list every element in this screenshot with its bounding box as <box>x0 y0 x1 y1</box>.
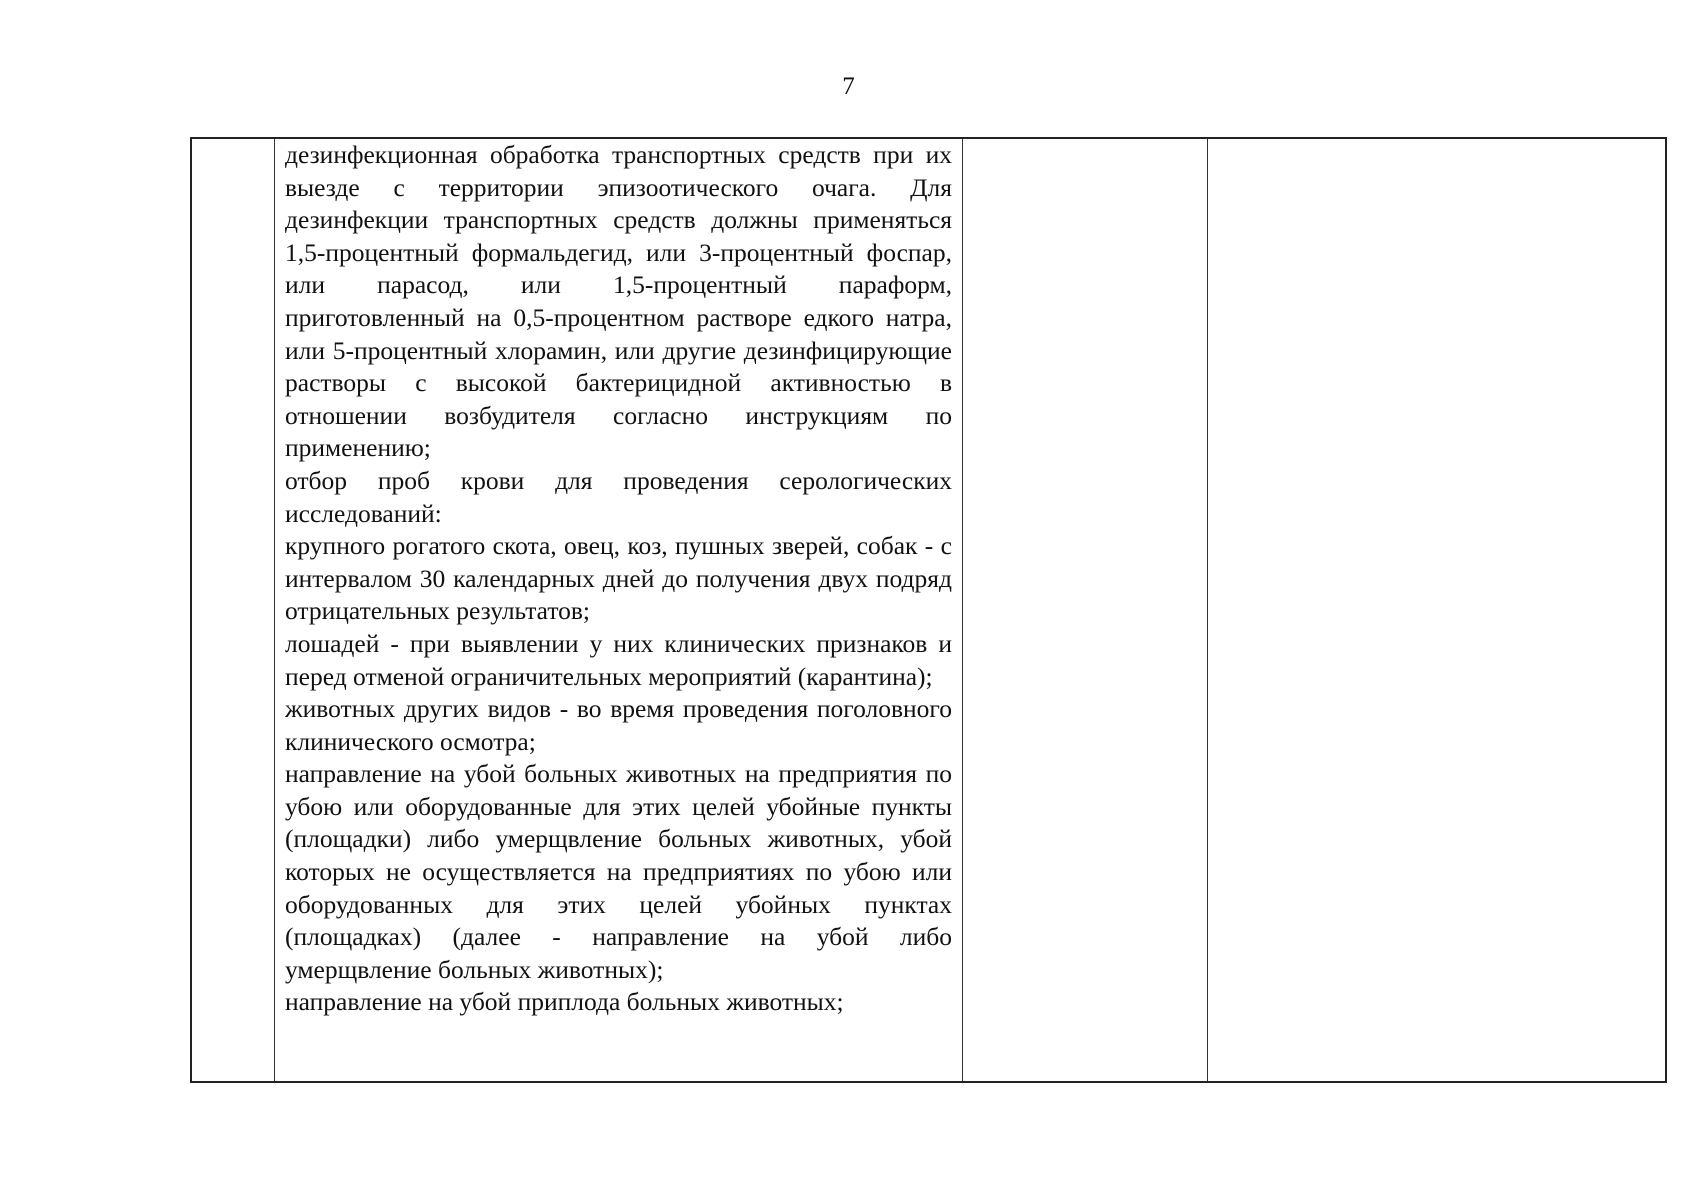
column-divider-1 <box>274 139 275 1081</box>
paragraph-slaughter-offspring: направление на убой приплода больных животных; <box>285 987 844 1017</box>
measures-table <box>190 137 1667 1083</box>
paragraph-slaughter-sick-animals: направление на убой больных животных на предприятия по убою или оборудованные для этих целей убойные пункты (площадки) либо умерщвление больных животных, убой которых не осуществляется на предприятиях по убою или оборудованных для этих целей убойных пунктах (площадках) (далее - направление на убой либо умерщвление больных животных); <box>285 759 952 984</box>
paragraph-cattle-sheep-goats: крупного рогатого скота, овец, коз, пушных зверей, собак - с интервалом 30 календарных дней до получения двух подряд отрицательных результатов; <box>285 531 952 626</box>
paragraph-vehicle-disinfection: дезинфекционная обработка транспортных средств при их выезде с территории эпизоотического очага. Для дезинфекции транспортных средств должны применяться 1,5-процентный формальдегид, или 3-процентный фоспар, или парасод, или 1,5-процентный параформ, приготовленный на 0,5-процентном растворе едкого натра, или 5-процентный хлорамин, или другие дезинфицирующие растворы с высокой бактерицидной активностью в отношении возбудителя согласно инструкциям по применению; <box>285 140 952 463</box>
measures-content-cell <box>285 139 952 1019</box>
page-number: 7 <box>842 73 855 100</box>
paragraph-other-animals: животных других видов - во время проведения поголовного клинического осмотра; <box>285 694 952 756</box>
paragraph-horses: лошадей - при выявлении у них клинических признаков и перед отменой ограничительных мероприятий (карантина); <box>285 628 952 691</box>
column-divider-2 <box>962 139 963 1081</box>
column-divider-3 <box>1207 139 1208 1081</box>
paragraph-blood-sampling: отбор проб крови для проведения серологических исследований: <box>285 465 952 528</box>
